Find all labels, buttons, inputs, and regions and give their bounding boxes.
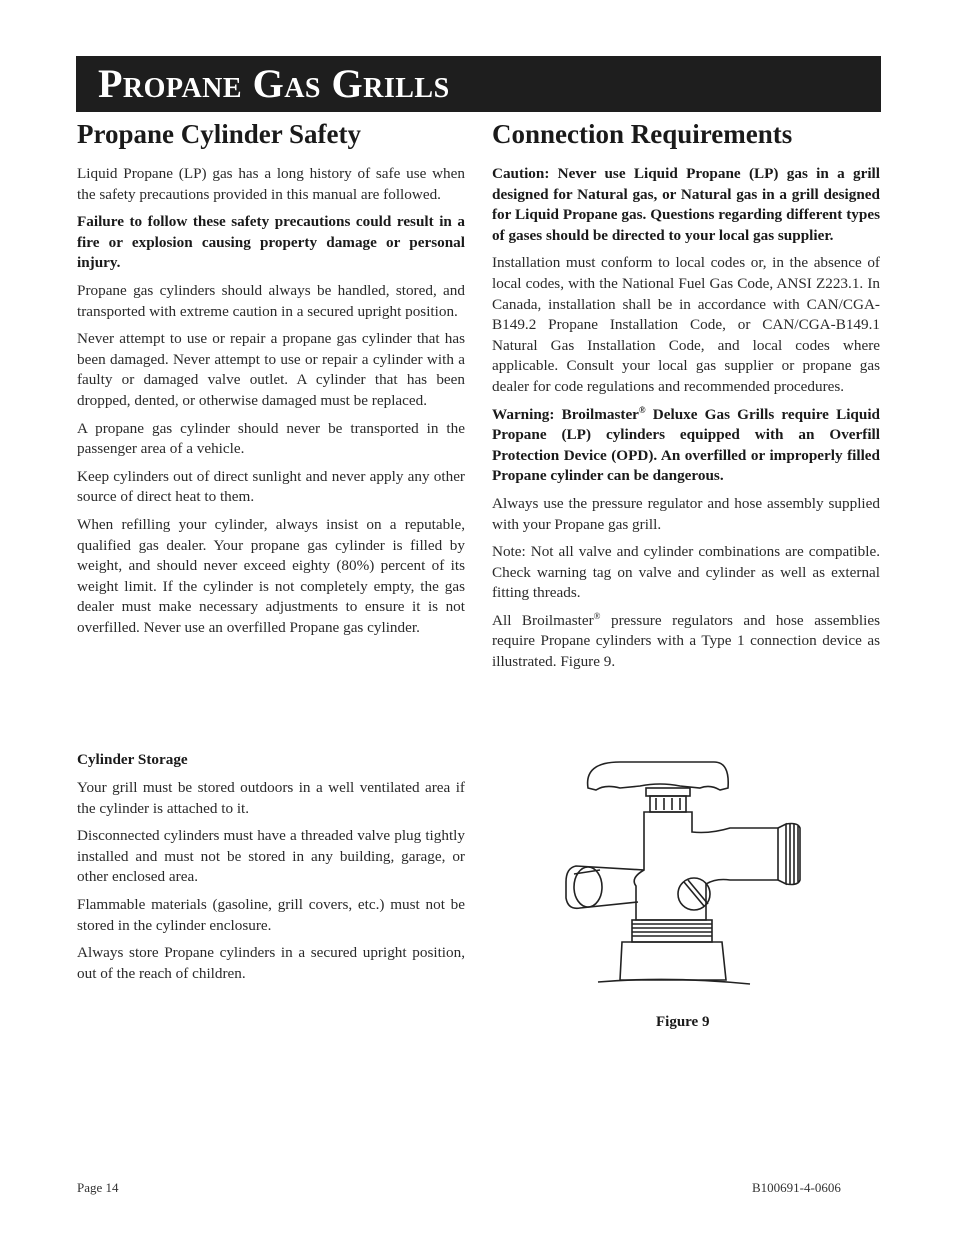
page-number: Page 14 — [77, 1180, 119, 1195]
storage-section — [77, 778, 465, 991]
safety-warning: Failure to follow these safety precautions could result in a fire or explosion causing property damage or personal injury. — [77, 213, 465, 272]
connection-regulator: Always use the pressure regulator and hose assembly supplied with your Propane gas grill. — [492, 494, 880, 533]
safety-heading: Propane Cylinder Safety — [77, 119, 362, 149]
section-banner — [76, 56, 881, 112]
cylinder-valve-illustration — [560, 758, 820, 994]
storage-p4: Always store Propane cylinders in a secured upright position, out of the reach of children. — [77, 944, 465, 982]
connection-type1: All Broilmaster® pressure regulators and hose assemblies require Propane cylinders with a Type 1 connection device as illustrated. Figure 9. — [492, 610, 880, 671]
safety-transport: A propane gas cylinder should never be transported in the passenger area of a vehicle. — [77, 419, 465, 458]
connection-warning: Warning: Broilmaster® Deluxe Gas Grills require Liquid Propane (LP) cylinders equipped with an Overfill Protection Device (OPD). An overfilled or improperly filled Propane cylinder can be dangerous. — [492, 404, 880, 485]
safety-intro: Liquid Propane (LP) gas has a long history of safe use when the safety precautions provided in this manual are followed. — [77, 165, 465, 203]
right-column — [492, 116, 880, 680]
connection-codes: Installation must conform to local codes or, in the absence of local codes, with the National Fuel Gas Code, ANSI Z223.1. In Canada, installation shall be in accordance with CAN/CGA-B149.2 Propane Installation Code, or CAN/CGA-B149.1 Natural Gas Installation Code, and local codes where applicable. Consult your local gas supplier or propane gas dealer for code regulations and recommended procedures. — [492, 254, 880, 395]
storage-p3: Flammable materials (gasoline, grill covers, etc.) must not be stored in the cylinder enclosure. — [77, 895, 465, 934]
connection-heading: Connection Requirements — [492, 119, 793, 149]
safety-refill: When refilling your cylinder, always insist on a reputable, qualified gas dealer. Your propane gas cylinder is filled by weight, and should never exceed eighty (80%) percent of its weight limit. If the cylinder is not completely empty, the gas dealer must make necessary adjustments to ensure it is not overfilled. Never use an overfilled Propane gas cylinder. — [77, 515, 465, 636]
safety-sunlight: Keep cylinders out of direct sunlight and never apply any other source of direct heat to them. — [77, 467, 465, 506]
safety-damaged: Never attempt to use or repair a propane gas cylinder that has been damaged. Never attempt to use or repair a cylinder with a faulty or damaged valve outlet. A cylinder that has been dropped, dented, or otherwise damaged must be replaced. — [77, 330, 465, 409]
section-title: Propane Gas Grills — [98, 61, 450, 106]
left-column — [77, 116, 465, 645]
figure-caption: Figure 9 — [656, 1014, 710, 1030]
connection-caution: Caution: Never use Liquid Propane (LP) gas in a grill designed for Natural gas, or Natural gas in a grill designed for Liquid Propane gas. Questions regarding different types of gases should be directed to your local gas supplier. — [492, 165, 880, 244]
safety-handling: Propane gas cylinders should always be handled, stored, and transported with extreme caution in a secured upright position. — [77, 281, 465, 320]
document-id: B100691-4-0606 — [752, 1180, 841, 1195]
storage-heading: Cylinder Storage — [77, 751, 188, 768]
storage-p1: Your grill must be stored outdoors in a well ventilated area if the cylinder is attached to it. — [77, 779, 465, 817]
storage-p2: Disconnected cylinders must have a threaded valve plug tightly installed and must not be stored in any building, garage, or other enclosed area. — [77, 827, 465, 886]
connection-note: Note: Not all valve and cylinder combinations are compatible. Check warning tag on valve and cylinder as well as external fitting threads. — [492, 543, 880, 602]
